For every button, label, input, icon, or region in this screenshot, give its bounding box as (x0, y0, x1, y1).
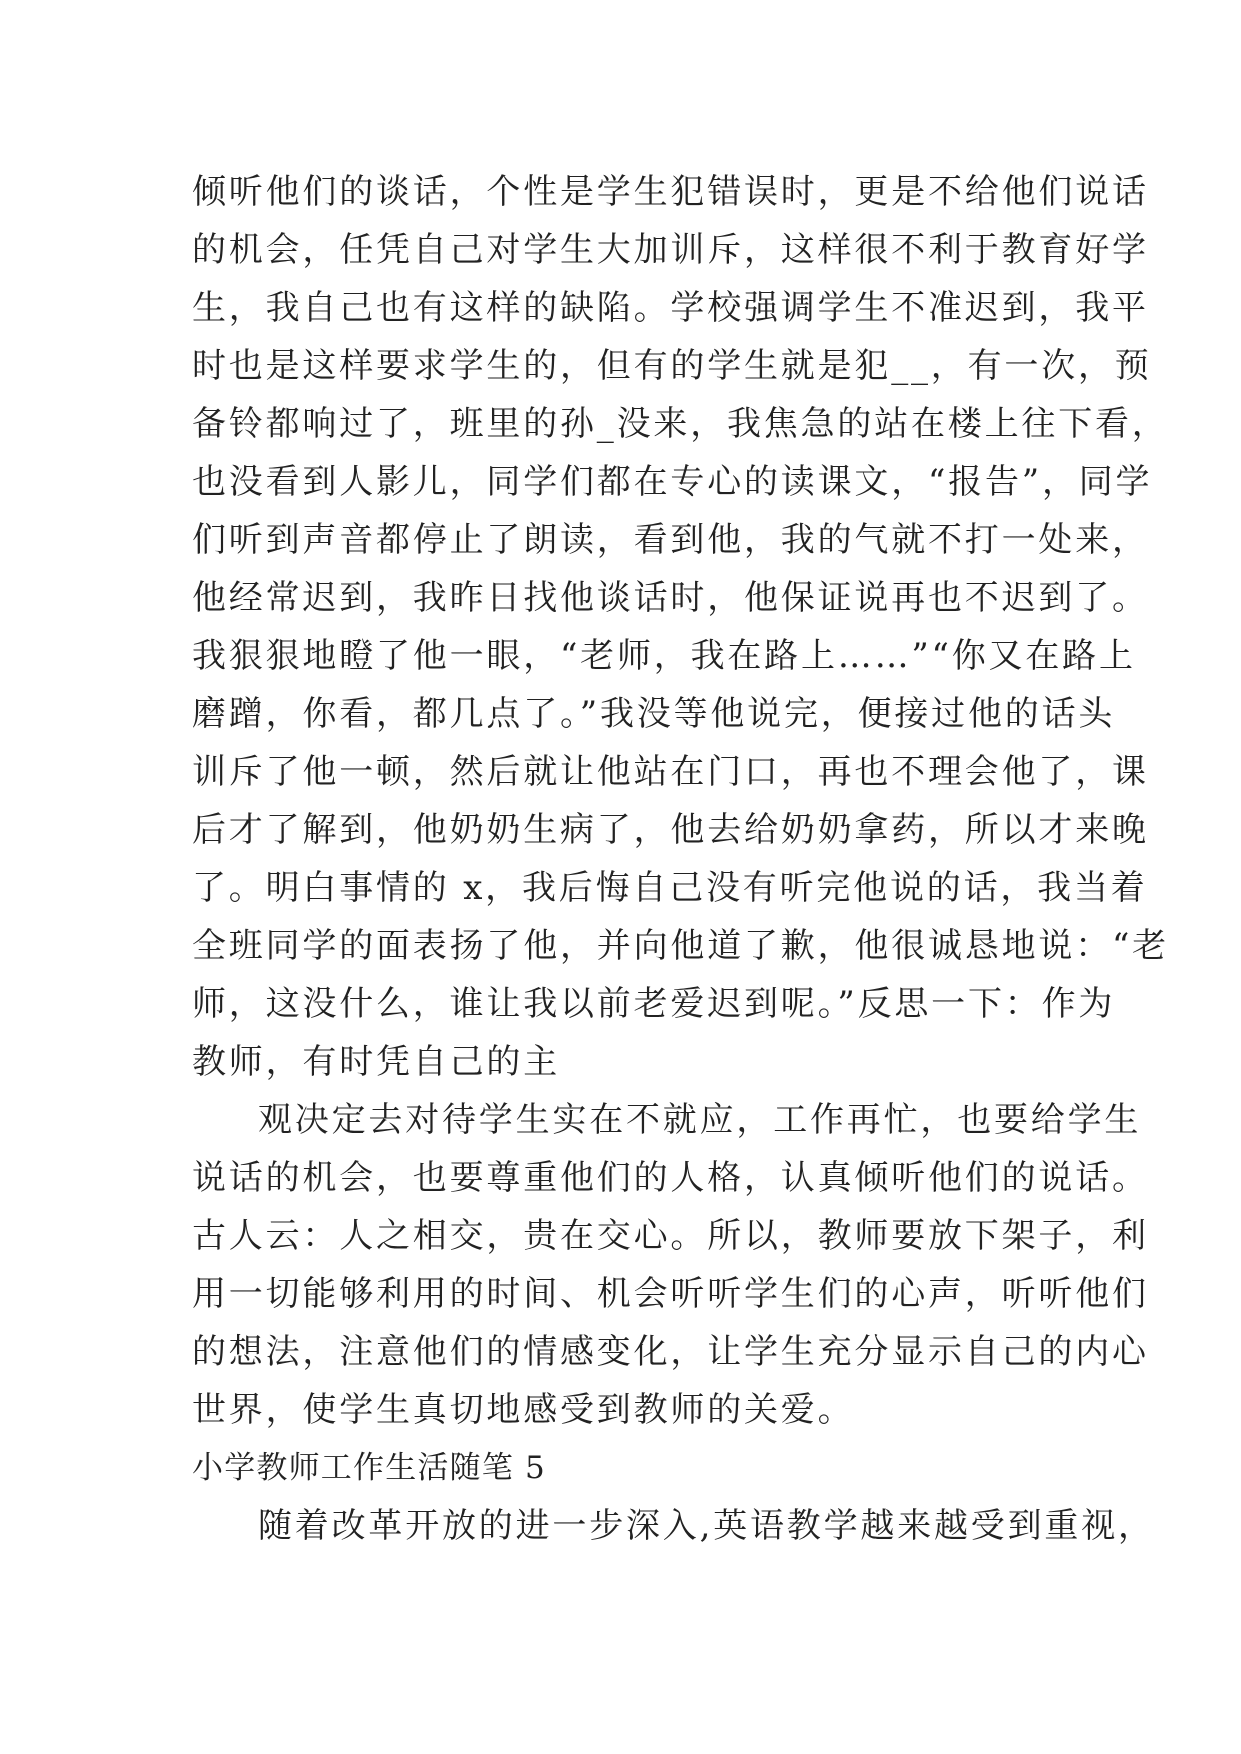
text-line: 磨蹭，你看，都几点了。”我没等他说完，便接过他的话头 (192, 694, 1116, 734)
text-line: 也没看到人影儿，同学们都在专心的读课文，“报告”，同学 (192, 462, 1153, 502)
text-line: 世界，使学生真切地感受到教师的关爱。 (192, 1390, 855, 1430)
text-line: 的想法，注意他们的情感变化，让学生充分显示自己的内心 (192, 1332, 1149, 1372)
text-line: 古人云：人之相交，贵在交心。所以，教师要放下架子，利 (192, 1216, 1149, 1256)
text-line: 教师，有时凭自己的主 (192, 1042, 560, 1082)
text-line: 倾听他们的谈话，个性是学生犯错误时，更是不给他们说话 (192, 172, 1149, 212)
text-line: 训斥了他一顿，然后就让他站在门口，再也不理会他了，课 (192, 752, 1149, 792)
paragraph-3 (192, 1497, 1155, 1555)
text-line: 他经常迟到，我昨日找他谈话时，他保证说再也不迟到了。 (192, 578, 1149, 618)
text-line: 师，这没什么，谁让我以前老爱迟到呢。”反思一下：作为 (192, 984, 1116, 1024)
text-line: 全班同学的面表扬了他，并向他道了歉，他很诚恳地说：“老 (192, 926, 1169, 966)
text-line: 随着改革开放的进一步深入,英语教学越来越受到重视， (258, 1506, 1155, 1546)
text-line: 备铃都响过了，班里的孙_没来，我焦急的站在楼上往下看， (192, 404, 1169, 444)
text-line: 生，我自己也有这样的缺陷。学校强调学生不准迟到，我平 (192, 288, 1149, 328)
text-line: 用一切能够利用的时间、机会听听学生们的心声，听听他们 (192, 1274, 1149, 1314)
text-line: 观决定去对待学生实在不就应，工作再忙，也要给学生 (258, 1100, 1142, 1140)
text-line: 我狠狠地瞪了他一眼，“老师，我在路上……”“你又在路上 (192, 636, 1136, 676)
text-line: 说话的机会，也要尊重他们的人格，认真倾听他们的说话。 (192, 1158, 1149, 1198)
text-line: 的机会，任凭自己对学生大加训斥，这样很不利于教育好学 (192, 230, 1149, 270)
document-body (192, 163, 1169, 1555)
text-line: 了。明白事情的 x，我后悔自己没有听完他说的话，我当着 (192, 868, 1148, 908)
paragraph-2 (192, 1091, 1149, 1439)
text-line: 后才了解到，他奶奶生病了，他去给奶奶拿药，所以才来晚 (192, 810, 1149, 850)
paragraph-1 (192, 163, 1169, 1091)
text-line: 们听到声音都停止了朗读，看到他，我的气就不打一处来， (192, 520, 1149, 560)
section-heading: 小学教师工作生活随笔 5 (192, 1450, 546, 1486)
text-line: 时也是这样要求学生的，但有的学生就是犯__，有一次，预 (192, 346, 1152, 386)
